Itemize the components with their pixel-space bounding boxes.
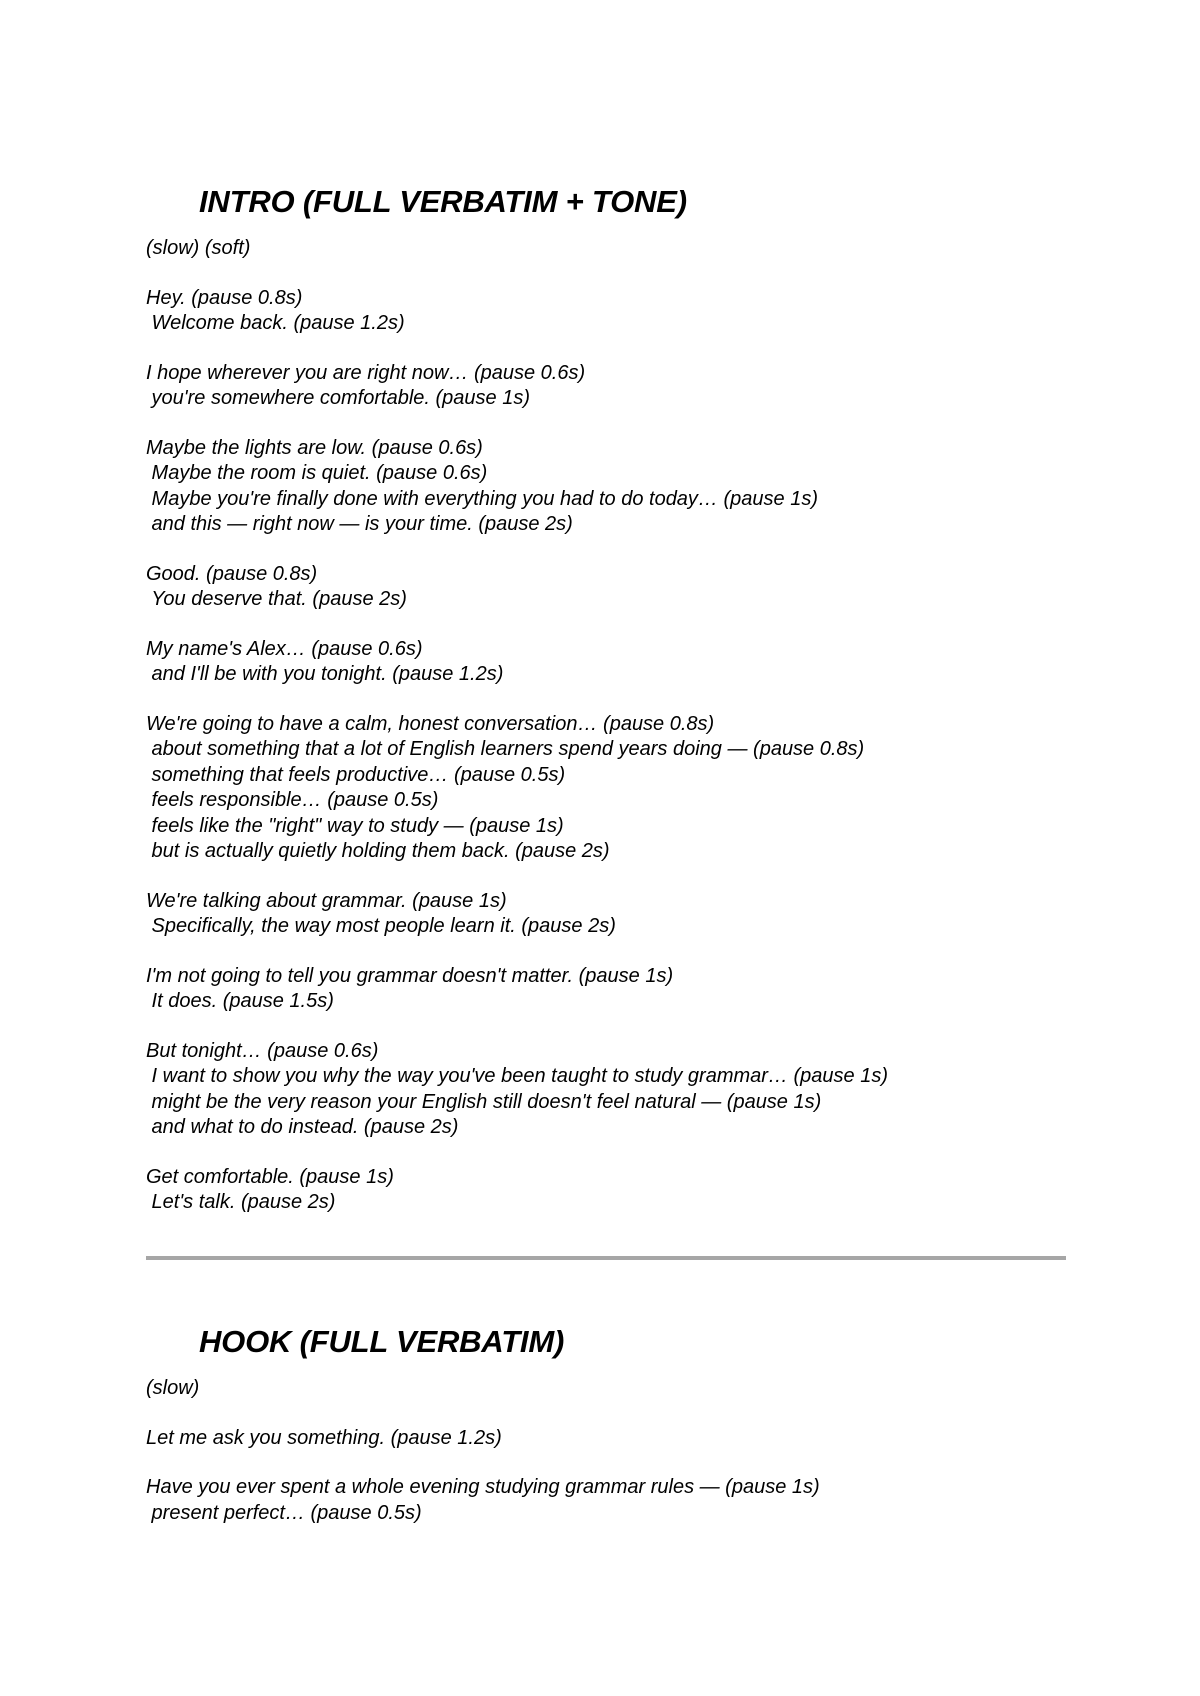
script-paragraph [146, 1165, 1066, 1216]
script-line: and this — right now — is your time. (pause 2s) [146, 513, 573, 535]
script-paragraph [146, 562, 1066, 613]
script-paragraph [146, 436, 1066, 538]
script-paragraph [146, 361, 1066, 412]
script-paragraph [146, 712, 1066, 865]
intro-section [146, 176, 1066, 1216]
script-paragraph [146, 637, 1066, 688]
script-paragraph [146, 286, 1066, 337]
script-line: My name's Alex… (pause 0.6s) [146, 637, 423, 660]
script-paragraph [146, 964, 1066, 1015]
hook-paragraphs [146, 1426, 1066, 1527]
hook-tone-cue: (slow) [146, 1377, 200, 1399]
script-line: but is actually quietly holding them back. (pause 2s) [146, 840, 610, 862]
script-line: present perfect… (pause 0.5s) [146, 1501, 422, 1524]
script-line: Maybe the lights are low. (pause 0.6s) [146, 436, 483, 459]
script-line: Hey. (pause 0.8s) [146, 286, 303, 309]
script-line: We're going to have a calm, honest conversation… (pause 0.8s) [146, 712, 715, 735]
script-line: Let's talk. (pause 2s) [146, 1191, 336, 1213]
script-paragraph [146, 1475, 1066, 1526]
script-line: feels like the "right" way to study — (pause 1s) [146, 814, 564, 837]
script-line: about something that a lot of English learners spend years doing — (pause 0.8s) [146, 738, 865, 760]
script-paragraph [146, 889, 1066, 940]
script-line: Good. (pause 0.8s) [146, 562, 318, 585]
script-paragraph [146, 1426, 1066, 1452]
script-line: Specifically, the way most people learn it. (pause 2s) [146, 915, 616, 937]
section-divider [146, 1256, 1066, 1260]
script-line: I'm not going to tell you grammar doesn't matter. (pause 1s) [146, 964, 674, 987]
script-line: you're somewhere comfortable. (pause 1s) [146, 387, 530, 409]
script-line: But tonight… (pause 0.6s) [146, 1039, 379, 1062]
script-line: Have you ever spent a whole evening studying grammar rules — (pause 1s) [146, 1476, 820, 1498]
script-line: might be the very reason your English still doesn't feel natural — (pause 1s) [146, 1090, 822, 1113]
hook-section [146, 1316, 1066, 1526]
hook-heading: HOOK (FULL VERBATIM) [199, 1324, 565, 1359]
intro-heading: INTRO (FULL VERBATIM + TONE) [199, 184, 687, 219]
script-line: feels responsible… (pause 0.5s) [146, 789, 439, 811]
script-paragraph [146, 1039, 1066, 1141]
script-line: Maybe you're finally done with everything you had to do today… (pause 1s) [146, 487, 818, 510]
script-line: and I'll be with you tonight. (pause 1.2s) [146, 663, 504, 685]
script-line: I hope wherever you are right now… (pause 0.6s) [146, 361, 586, 384]
intro-paragraphs [146, 286, 1066, 1216]
script-line: We're talking about grammar. (pause 1s) [146, 889, 507, 912]
script-line: You deserve that. (pause 2s) [146, 588, 407, 610]
script-line: Get comfortable. (pause 1s) [146, 1165, 394, 1188]
script-line: I want to show you why the way you've been taught to study grammar… (pause 1s) [146, 1065, 888, 1087]
intro-tone-cue: (slow) (soft) [146, 237, 251, 259]
script-line: Welcome back. (pause 1.2s) [146, 312, 405, 334]
script-line: Maybe the room is quiet. (pause 0.6s) [146, 462, 488, 484]
script-line: Let me ask you something. (pause 1.2s) [146, 1426, 502, 1449]
script-line: It does. (pause 1.5s) [146, 990, 334, 1012]
script-line: something that feels productive… (pause 0.5s) [146, 763, 566, 786]
script-line: and what to do instead. (pause 2s) [146, 1116, 459, 1138]
